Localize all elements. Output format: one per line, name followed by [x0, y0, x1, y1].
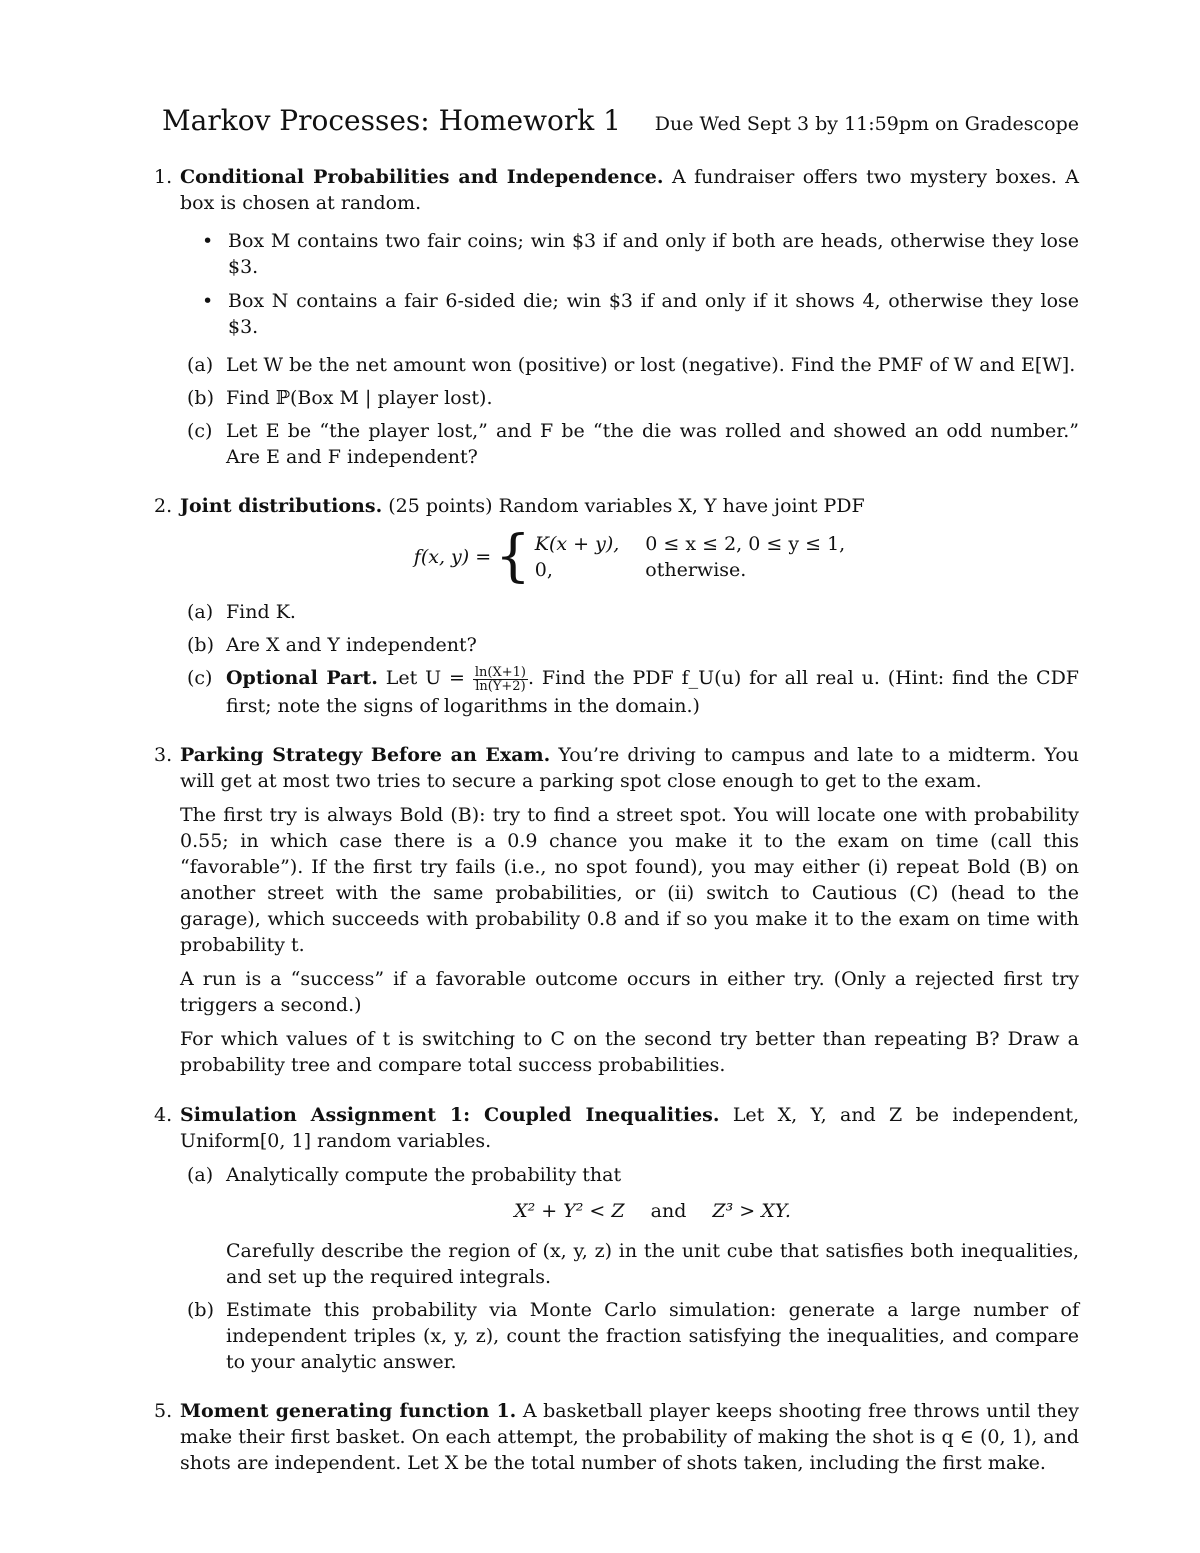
fraction-denominator: ln(Y+2): [475, 678, 526, 694]
fraction: [473, 666, 528, 693]
part-text: Let E be “the player lost,” and F be “the die was rolled and showed an odd number.” Are E and F independent?: [226, 420, 1079, 468]
problem-number: 1.: [154, 166, 173, 188]
part-text: Let W be the net amount won (positive) or lost (negative). Find the PMF of W and E[W].: [226, 354, 1076, 376]
bullet-icon: •: [202, 290, 214, 312]
problem-intro: (25 points) Random variables X, Y have joint PDF: [388, 495, 865, 517]
problem-number: 2.: [154, 495, 173, 517]
brace-icon: {: [495, 524, 531, 589]
part-text: Find K.: [226, 601, 296, 623]
part-label: (b): [187, 387, 214, 409]
case-1-expr: K(x + y),: [534, 533, 620, 555]
problem-4: [154, 1102, 1079, 1382]
problem-number: 3.: [154, 743, 173, 766]
part-heading: Optional Part.: [226, 667, 378, 689]
case-2-expr: 0,: [534, 559, 553, 581]
part-text: Are X and Y independent?: [226, 634, 477, 656]
page-title: Markov Processes: Homework 1: [162, 104, 621, 137]
problem-3: [154, 742, 1079, 1086]
part-let: Let U =: [385, 667, 465, 689]
problem-heading: Moment generating function 1.: [180, 1399, 517, 1422]
paragraph: A run is a “success” if a favorable outcome occurs in either try. (Only a rejected first try triggers a second.): [180, 967, 1079, 1016]
problem-heading: Joint distributions.: [180, 495, 383, 517]
part-label: (a): [187, 601, 214, 623]
part-a: [180, 1162, 1079, 1290]
part-c: [180, 418, 1079, 470]
part-label: (a): [187, 354, 214, 376]
list-item: [202, 288, 1079, 340]
piecewise-equation: [180, 524, 1079, 589]
problem-2: [154, 493, 1079, 726]
problem-intro: A fundraiser offers two mystery boxes. A box is chosen at random.: [180, 166, 1079, 214]
problem-number: 4.: [154, 1103, 173, 1126]
part-b: [180, 1297, 1079, 1375]
case-2-cond: otherwise.: [645, 559, 747, 581]
header: [162, 104, 1079, 137]
part-b: [180, 632, 1079, 658]
part-label: (c): [187, 420, 213, 442]
inequality-and: and: [650, 1199, 687, 1222]
part-label: (a): [187, 1163, 214, 1186]
problem-number: 5.: [154, 1399, 173, 1422]
part-a: [180, 599, 1079, 625]
part-text: Estimate this probability via Monte Carlo simulation: generate a large number of independent triples (x, y, z), count the fraction satisfying the inequalities, and compare to your analytic answer.: [226, 1298, 1079, 1373]
bullet-text: Box M contains two fair coins; win $3 if and only if both are heads, otherwise they lose $3.: [228, 230, 1079, 278]
part-label: (b): [187, 1298, 214, 1321]
part-followup: Carefully describe the region of (x, y, z) in the unit cube that satisfies both inequalities, and set up the required integrals.: [226, 1239, 1079, 1288]
problem-heading: Parking Strategy Before an Exam.: [180, 743, 551, 766]
problem-heading: Conditional Probabilities and Independence.: [180, 166, 664, 188]
list-item: [202, 228, 1079, 280]
problem-list: [154, 164, 1079, 1500]
part-c: [180, 665, 1079, 719]
part-text: Find ℙ(Box M | player lost).: [226, 387, 493, 409]
problem-intro: You’re driving to campus and late to a midterm. You will get at most two tries to secure a parking spot close enough to get to the exam.: [180, 743, 1079, 792]
problem-intro: Let X, Y, and Z be independent, Uniform[0, 1] random variables.: [180, 1103, 1080, 1152]
problem-1: [154, 164, 1079, 477]
part-b: [180, 385, 1079, 411]
fraction-numerator: ln(X+1): [474, 664, 526, 680]
problem-5: [154, 1398, 1079, 1484]
bullet-list: [202, 228, 1079, 340]
inequality-1: X² + Y² < Z: [514, 1199, 625, 1222]
part-text: Analytically compute the probability that: [226, 1163, 622, 1186]
case-1-cond: 0 ≤ x ≤ 2, 0 ≤ y ≤ 1,: [645, 533, 846, 555]
inequality-2: Z³ > XY.: [712, 1199, 791, 1222]
problem-heading: Simulation Assignment 1: Coupled Inequalities.: [180, 1103, 720, 1126]
part-a: [180, 352, 1079, 378]
bullet-icon: •: [202, 230, 214, 252]
due-date: Due Wed Sept 3 by 11:59pm on Gradescope: [654, 113, 1079, 135]
part-label: (b): [187, 634, 214, 656]
bullet-text: Box N contains a fair 6-sided die; win $3 if and only if it shows 4, otherwise they lose $3.: [228, 290, 1079, 338]
inequality-display: [226, 1198, 1079, 1224]
part-label: (c): [187, 667, 213, 689]
paragraph: The first try is always Bold (B): try to find a street spot. You will locate one with probability 0.55; in which case there is a 0.9 chance you make it to the exam on time (call this “favorable”). If the first try fails (i.e., no spot found), you may either (i) repeat Bold (B) on another street with the same probabilities, or (ii) switch to Cautious (C) (head to the garage), which succeeds with probability 0.8 and if so you make it to the exam on time with probability t.: [180, 803, 1079, 956]
equation-lhs: f(x, y) =: [413, 546, 492, 568]
problem-intro: A basketball player keeps shooting free throws until they make their first basket. On each attempt, the probability of making the shot is q ∈ (0, 1), and shots are independent. Let X be the total number of shots taken, including the first make.: [180, 1399, 1079, 1474]
part-text: . Find the PDF f_U(u) for all real u. (Hint: find the CDF first; note the signs of logarithms in the domain.): [226, 667, 1079, 717]
paragraph: For which values of t is switching to C on the second try better than repeating B? Draw a probability tree and compare total success probabilities.: [180, 1027, 1079, 1076]
